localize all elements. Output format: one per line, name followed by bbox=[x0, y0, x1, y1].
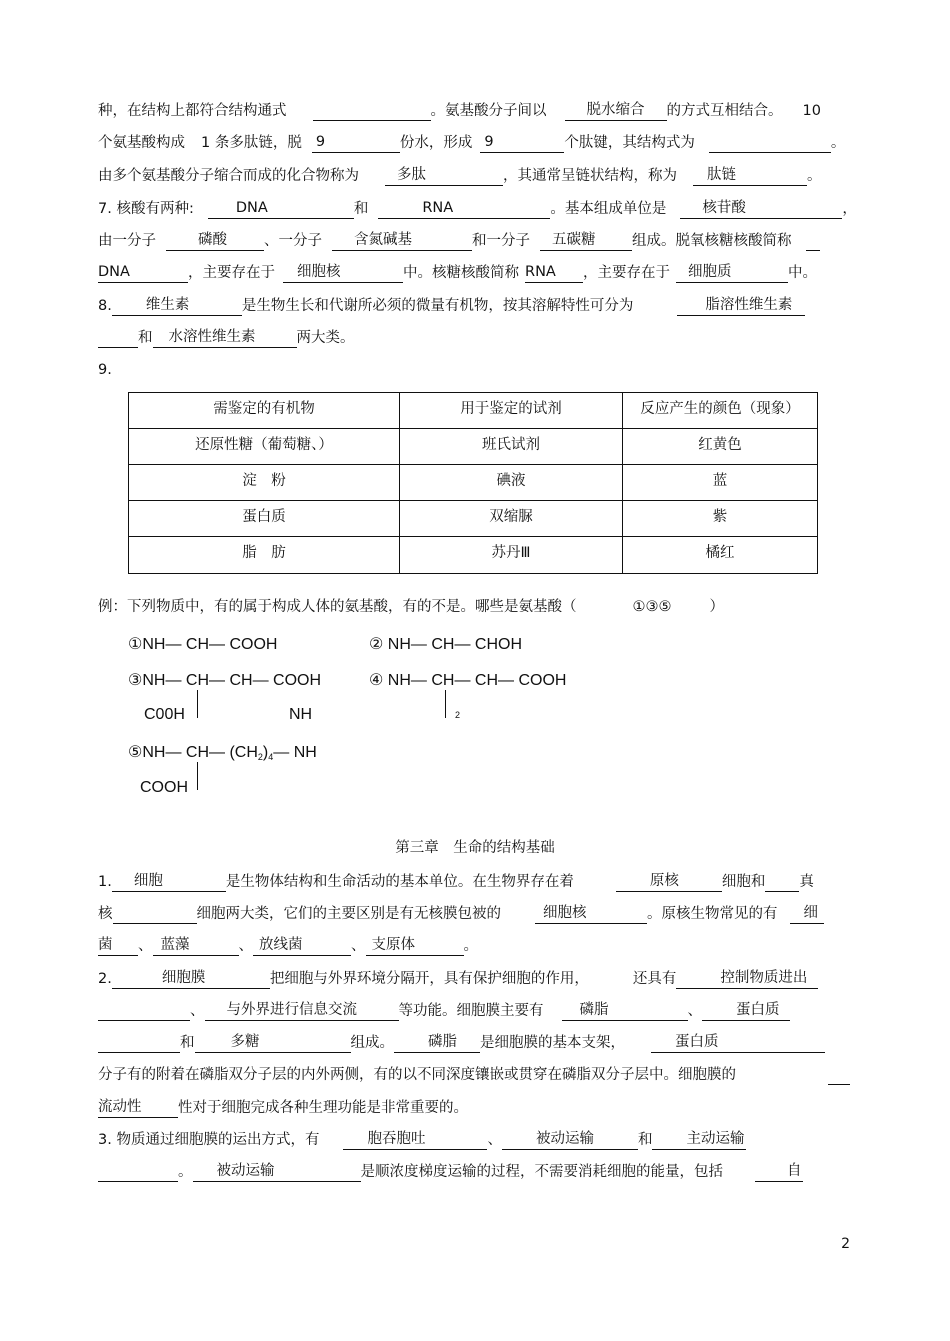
text: 由多个氨基酸分子缩合而成的化合物称为 bbox=[98, 168, 359, 184]
text: 、 bbox=[138, 938, 153, 954]
blank: 脱水缩合 bbox=[565, 100, 667, 121]
bond-line bbox=[197, 762, 198, 790]
text: 。原核生物常见的有 bbox=[647, 906, 778, 922]
text: ，其通常呈链状结构，称为 bbox=[503, 168, 677, 184]
text: 。氨基酸分子间以 bbox=[430, 103, 547, 119]
text: 分子有的附着在磷脂双分子层的内外两侧，有的以不同深度镶嵌或贯穿在磷脂双分子层中。细胞膜的 bbox=[98, 1067, 736, 1083]
blank: 主动运输 bbox=[652, 1129, 746, 1150]
text-line bbox=[98, 165, 822, 186]
blank: 细胞膜 bbox=[112, 968, 270, 989]
structure-3-amine: NH bbox=[289, 706, 313, 723]
answer: ①③⑤ bbox=[632, 599, 672, 615]
text-line bbox=[98, 871, 814, 892]
blank: 细胞核 bbox=[535, 903, 647, 924]
subscript: 4 bbox=[268, 752, 274, 762]
table-cell: 脂 肪 bbox=[129, 537, 400, 574]
text: 细胞两大类，它们的主要区别是有无核膜包被的 bbox=[196, 906, 501, 922]
text-line bbox=[98, 1000, 790, 1021]
text: 和 bbox=[180, 1035, 195, 1051]
text-line bbox=[98, 230, 820, 251]
text: 是顺浓度梯度运输的过程，不需要消耗细胞的能量，包括 bbox=[360, 1164, 723, 1180]
blank bbox=[313, 102, 431, 121]
blank: 核苷酸 bbox=[680, 198, 842, 219]
structure-3: ③NH— CH— CH— COOH bbox=[128, 672, 322, 689]
text: 、一分子 bbox=[264, 233, 322, 249]
text-line bbox=[98, 295, 805, 316]
text: 9. bbox=[98, 362, 112, 378]
text: 核 bbox=[98, 906, 113, 922]
text-line bbox=[98, 262, 817, 283]
table-cell: 蛋白质 bbox=[129, 501, 400, 537]
text: 个氨基酸构成 bbox=[98, 135, 185, 151]
blank: 控制物质进出 bbox=[676, 968, 818, 989]
text: 、 bbox=[238, 938, 253, 954]
blank: 蛋白质 bbox=[702, 1000, 790, 1021]
text: 。 bbox=[830, 135, 846, 151]
bond-line bbox=[445, 690, 446, 718]
text: 和 bbox=[637, 1132, 653, 1148]
blank: 原核 bbox=[616, 871, 722, 892]
text: ⑤NH— CH— (CH bbox=[128, 744, 258, 761]
blank: 脂溶性维生素 bbox=[677, 295, 805, 316]
blank: 放线菌 bbox=[253, 935, 351, 956]
text: 。基本组成单位是 bbox=[550, 201, 667, 217]
blank: 被动运输 bbox=[502, 1129, 638, 1150]
text-line bbox=[98, 132, 845, 153]
text: 1 条多肽链，脱 bbox=[201, 135, 302, 151]
blank: 多肽 bbox=[385, 165, 503, 186]
blank: 磷脂 bbox=[562, 1000, 688, 1021]
text-line bbox=[98, 1129, 746, 1150]
table-header: 需鉴定的有机物 bbox=[129, 393, 400, 429]
table-row bbox=[129, 465, 818, 501]
text-line bbox=[98, 1161, 803, 1182]
blank: 维生素 bbox=[112, 295, 242, 316]
text: 中。核糖核酸简称 bbox=[403, 265, 519, 281]
text-line bbox=[98, 100, 821, 121]
blank: 多糖 bbox=[195, 1032, 351, 1053]
text: 、 bbox=[190, 1003, 205, 1019]
text: 和 bbox=[353, 201, 369, 217]
text-line bbox=[98, 1097, 468, 1118]
blank: 胞吞胞吐 bbox=[343, 1129, 487, 1150]
text-line bbox=[98, 903, 824, 924]
text: 3. 物质通过细胞膜的运出方式，有 bbox=[98, 1132, 320, 1148]
blank: 与外界进行信息交流 bbox=[205, 1000, 399, 1021]
text: 8. bbox=[98, 298, 112, 314]
structure-4-subscript: 2 bbox=[455, 710, 461, 720]
structure-4: ④ NH— CH— CH— COOH bbox=[369, 672, 567, 689]
structure-2: ② NH— CH— CHOH bbox=[369, 636, 523, 653]
blank: 菌 bbox=[98, 935, 138, 956]
table-cell: 淀 粉 bbox=[129, 465, 400, 501]
blank: 磷酸 bbox=[166, 230, 264, 251]
text: 和一分子 bbox=[472, 233, 530, 249]
blank: 五碳糖 bbox=[540, 230, 632, 251]
structure-5-carboxyl: COOH bbox=[140, 779, 188, 796]
text-line bbox=[98, 1032, 825, 1053]
table-cell: 双缩脲 bbox=[400, 501, 623, 537]
blank: 细胞质 bbox=[676, 262, 788, 283]
text: 中。 bbox=[788, 265, 817, 281]
blank: 肽链 bbox=[693, 165, 807, 186]
table-header: 反应产生的颜色（现象） bbox=[623, 393, 818, 429]
text: 还具有 bbox=[632, 971, 677, 987]
text: 种，在结构上都符合结构通式 bbox=[98, 103, 287, 119]
text-line bbox=[98, 935, 478, 956]
blank: 细胞 bbox=[112, 871, 226, 892]
blank: DNA bbox=[98, 262, 188, 283]
table-cell: 碘液 bbox=[400, 465, 623, 501]
blank: 支原体 bbox=[366, 935, 464, 956]
text-line bbox=[98, 1065, 850, 1085]
text: 是细胞膜的基本支架， bbox=[480, 1035, 625, 1051]
text: 是生物体结构和生命活动的基本单位。在生物界存在着 bbox=[225, 874, 574, 890]
text: 组成。脱氧核糖核酸简称 bbox=[632, 233, 792, 249]
text: 由一分子 bbox=[98, 233, 156, 249]
table-row bbox=[129, 501, 818, 537]
blank: 水溶性维生素 bbox=[153, 327, 297, 348]
text: 、 bbox=[351, 938, 366, 954]
text-line bbox=[98, 360, 112, 380]
table-header-row bbox=[129, 393, 818, 429]
table-header: 用于鉴定的试剂 bbox=[400, 393, 623, 429]
text-line bbox=[98, 968, 818, 989]
example-question bbox=[98, 597, 724, 617]
table-cell: 橘红 bbox=[623, 537, 818, 574]
text: 性对于细胞完成各种生理功能是非常重要的。 bbox=[178, 1100, 468, 1116]
structure-5 bbox=[128, 742, 317, 762]
text: 组成。 bbox=[350, 1035, 394, 1051]
text: 的方式互相结合。 bbox=[666, 103, 783, 119]
table-row bbox=[129, 429, 818, 465]
text: 2. bbox=[98, 971, 112, 987]
structure-1: ①NH— CH— COOH bbox=[128, 636, 278, 653]
text: 和 bbox=[138, 330, 153, 346]
structure-3-sidechain: C00H bbox=[144, 706, 185, 723]
table-cell: 班氏试剂 bbox=[400, 429, 623, 465]
text: 是生物生长和代谢所必须的微量有机物，按其溶解特性可分为 bbox=[241, 298, 634, 314]
text: 、 bbox=[487, 1132, 502, 1148]
text: 等功能。细胞膜主要有 bbox=[398, 1003, 544, 1019]
text: 个肽键，其结构式为 bbox=[564, 135, 695, 151]
blank: 被动运输 bbox=[193, 1161, 361, 1182]
blank: 含氮碱基 bbox=[332, 230, 472, 251]
blank: 细 bbox=[790, 903, 824, 924]
table-cell: 还原性糖（葡萄糖、） bbox=[129, 429, 400, 465]
text: 、 bbox=[687, 1003, 702, 1019]
blank: 细胞核 bbox=[283, 262, 403, 283]
table-cell: 苏丹Ⅲ bbox=[400, 537, 623, 574]
reagent-table bbox=[128, 392, 818, 574]
table-cell: 红黄色 bbox=[623, 429, 818, 465]
page-number: 2 bbox=[841, 1236, 850, 1252]
text: 。 bbox=[807, 168, 822, 184]
table-row bbox=[129, 537, 818, 574]
chapter-title: 第三章 生命的结构基础 bbox=[395, 840, 555, 856]
blank: 9 bbox=[312, 132, 400, 153]
blank: 自 bbox=[755, 1161, 803, 1182]
blank: RNA bbox=[525, 262, 583, 283]
text-line bbox=[98, 327, 355, 348]
text: ，主要存在于 bbox=[583, 265, 670, 281]
subscript: 2 bbox=[257, 752, 263, 762]
text: ， bbox=[842, 201, 857, 217]
blank: RNA bbox=[378, 198, 550, 219]
text: 。 bbox=[178, 1164, 193, 1180]
blank: 蓝藻 bbox=[153, 935, 239, 956]
text-line bbox=[98, 198, 857, 219]
table-cell: 蓝 bbox=[623, 465, 818, 501]
text: 7. 核酸有两种: bbox=[98, 201, 194, 217]
table-cell: 紫 bbox=[623, 501, 818, 537]
text: 真 bbox=[799, 874, 814, 890]
text: ) bbox=[262, 744, 269, 761]
blank: 9 bbox=[480, 132, 564, 153]
text: 1. bbox=[98, 874, 112, 890]
bond-line bbox=[197, 690, 198, 718]
text: 。 bbox=[463, 938, 478, 954]
text: 细胞和 bbox=[721, 874, 766, 890]
text: 份水，形成 bbox=[399, 135, 473, 151]
blank: 蛋白质 bbox=[651, 1032, 825, 1053]
text: 例：下列物质中，有的属于构成人体的氨基酸，有的不是。哪些是氨基酸（ bbox=[98, 599, 577, 615]
text: ） bbox=[709, 599, 724, 615]
blank: 磷脂 bbox=[394, 1032, 480, 1053]
blank: DNA bbox=[208, 198, 354, 219]
text: — NH bbox=[273, 744, 317, 761]
blank bbox=[709, 134, 831, 153]
text: 把细胞与外界环境分隔开，具有保护细胞的作用， bbox=[269, 971, 589, 987]
text: 10 bbox=[802, 103, 821, 119]
text: 两大类。 bbox=[296, 330, 355, 346]
text: ，主要存在于 bbox=[188, 265, 275, 281]
blank: 流动性 bbox=[98, 1097, 178, 1118]
